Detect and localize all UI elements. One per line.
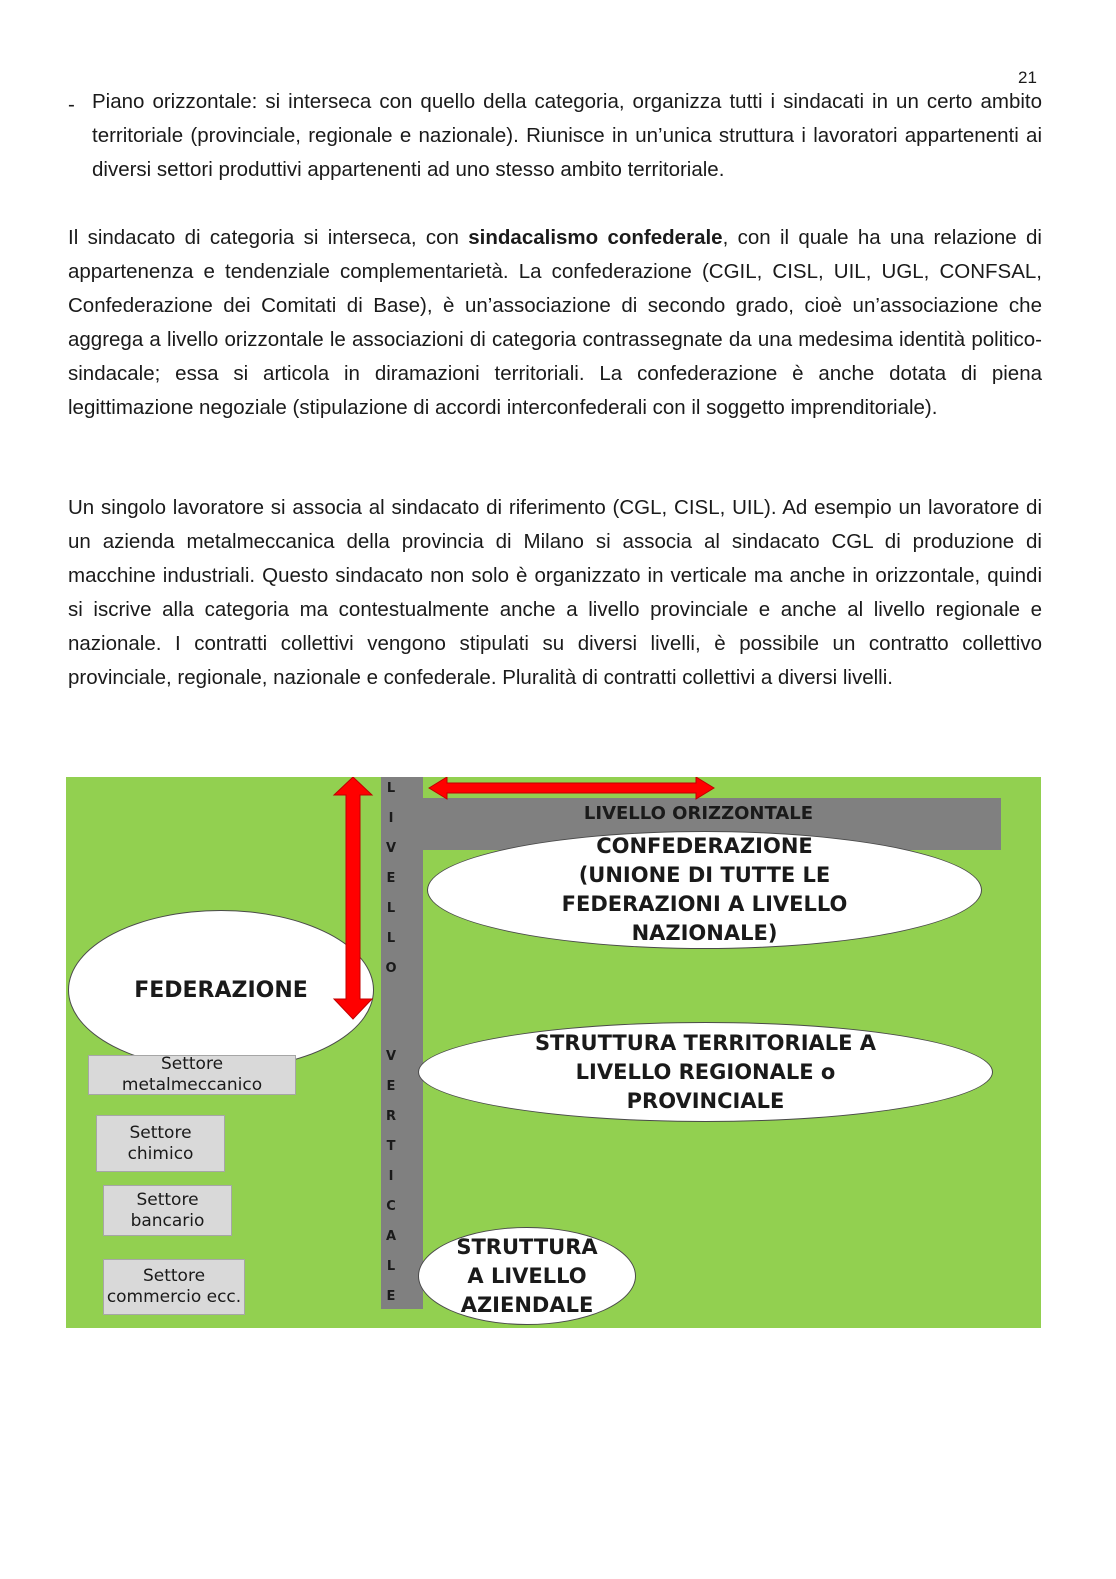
aziendale-line: AZIENDALE xyxy=(460,1292,594,1317)
vertical-letter: T xyxy=(386,1139,396,1154)
confederazione-line: CONFEDERAZIONE xyxy=(596,834,813,858)
vertical-letter: L xyxy=(386,931,396,946)
horizontal-level-label: LIVELLO ORIZZONTALE xyxy=(583,803,814,824)
territoriale-line: LIVELLO REGIONALE o xyxy=(575,1059,836,1084)
horizontal-double-arrow xyxy=(429,777,714,799)
vertical-letter: I xyxy=(388,811,394,826)
vertical-letter: L xyxy=(386,781,396,796)
paragraph-lavoratore: Un singolo lavoratore si associa al sindacato di riferimento (CGL, CISL, UIL). Ad esempio un lavoratore di un azienda metalmeccanica della provincia di Milano si associa al sindacato CGL di produzione di macchine industriali. Questo sindacato non solo è organizzato in verticale ma anche in orizzontale, quindi si iscrive alla categoria ma contestualmente anche a livello provinciale e anche al livello regionale e nazionale. I contratti collettivi vengono stipulati su diversi livelli, è possibile un contratto collettivo provinciale, regionale, nazionale e confederale. Pluralità di contratti collettivi a diversi livelli. xyxy=(68,496,1042,689)
sector-line: Settore xyxy=(160,1054,224,1074)
page-number: 21 xyxy=(1018,68,1037,87)
paragraph-confederale-end: , con il quale ha una relazione di appartenenza e tendenziale complementarietà. La confederazione (CGIL, CISL, UIL, UGL, CONFSAL, Confederazione dei Comitati di Base), è un’associazione di secondo grado, cioè un’associazione che aggrega a livello orizzontale le associazioni di categoria contrassegnate da una medesima identità politico-sindacale; essa si articola in diramazioni territoriali. La confederazione è anche dotata di piena legittimazione negoziale (stipulazione di accordi interconfederali con il soggetto imprenditoriale). xyxy=(68,226,1042,419)
vertical-letter: E xyxy=(386,871,396,886)
sector-line: Settore xyxy=(136,1189,199,1210)
sector-line: commercio ecc. xyxy=(106,1287,242,1307)
vertical-letter: V xyxy=(385,1049,397,1064)
vertical-double-arrow xyxy=(334,777,372,1019)
sector-line: Settore xyxy=(142,1266,206,1286)
bullet-text: Piano orizzontale: si interseca con quello della categoria, organizza tutti i sindacati in un certo ambito territoriale (provinciale, regionale e nazionale). Riunisce in un’unica struttura i lavoratori appartenenti ai diversi settori produttivi appartenenti ad uno stesso ambito territoriale. xyxy=(92,90,1042,181)
vertical-letter: L xyxy=(386,1259,396,1274)
vertical-letter: O xyxy=(385,961,397,976)
arrows-layer xyxy=(66,777,1041,1328)
vertical-letter: I xyxy=(388,1169,394,1184)
vertical-letter: C xyxy=(386,1199,396,1214)
vertical-letter: E xyxy=(386,1079,396,1094)
vertical-letter: E xyxy=(386,1289,396,1304)
confederazione-line: NAZIONALE) xyxy=(631,921,778,945)
vertical-letter: V xyxy=(385,841,397,856)
paragraph-confederale-start: Il sindacato di categoria si interseca, con xyxy=(68,226,469,249)
vertical-letter: A xyxy=(385,1229,397,1244)
aziendale-line: A LIVELLO xyxy=(467,1263,587,1288)
sector-line: chimico xyxy=(127,1143,194,1164)
vertical-letter: L xyxy=(386,901,396,916)
paragraph-confederale-bold: sindacalismo confederale xyxy=(468,226,723,249)
bullet-dash: - xyxy=(68,93,75,116)
confederazione-line: FEDERAZIONI A LIVELLO xyxy=(561,892,848,916)
sector-line: bancario xyxy=(130,1210,205,1231)
aziendale-line: STRUTTURA xyxy=(456,1234,598,1259)
vertical-letter: R xyxy=(385,1109,396,1124)
paragraph-confederale xyxy=(68,221,1042,425)
sector-line: metalmeccanico xyxy=(121,1075,263,1095)
sector-line: Settore xyxy=(129,1122,192,1143)
territoriale-line: STRUTTURA TERRITORIALE A xyxy=(534,1030,877,1055)
territoriale-line: PROVINCIALE xyxy=(626,1088,785,1113)
confederazione-line: (UNIONE DI TUTTE LE xyxy=(578,863,831,887)
union-structure-diagram xyxy=(66,777,1041,1328)
federazione-label: FEDERAZIONE xyxy=(134,977,308,1003)
